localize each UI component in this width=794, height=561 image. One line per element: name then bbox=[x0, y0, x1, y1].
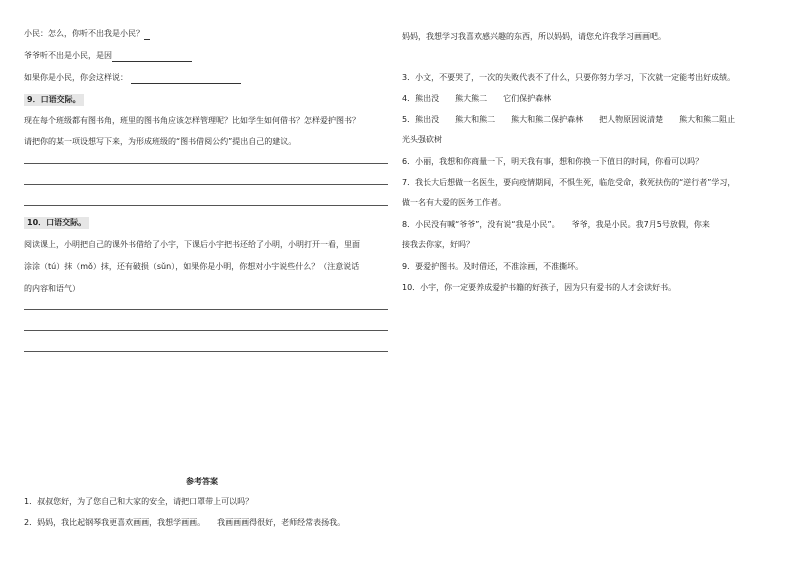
section-10-heading bbox=[24, 217, 89, 229]
writing-line[interactable] bbox=[24, 205, 388, 206]
answer-2: 2．妈妈，我比起钢琴我更喜欢画画，我想学画画。 我画画画得很好，老师经常表扬我。 bbox=[24, 518, 346, 527]
writing-line[interactable] bbox=[24, 330, 388, 331]
writing-line[interactable] bbox=[24, 163, 388, 164]
dialogue-line-3 bbox=[24, 72, 241, 84]
answer-5-line-1: 5．熊出没 熊大和熊二 熊大和熊二保护森林 把人物原因说清楚 熊大和熊二阻止 bbox=[402, 115, 736, 124]
answer-10: 10．小宇，你一定要养成爱护书籍的好孩子，因为只有爱书的人才会读好书。 bbox=[402, 283, 677, 292]
answer-8-line-1: 8．小民没有喊“爷爷”，没有说“我是小民”。 爷爷，我是小民。我7月5号放假，你来 bbox=[402, 220, 710, 229]
answer-7-line-2: 做一名有大爱的医务工作者。 bbox=[402, 198, 506, 207]
answer-3: 3．小文，不要哭了，一次的失败代表不了什么，只要你努力学习，下次就一定能考出好成绩。 bbox=[402, 73, 736, 82]
section-9-text-1: 现在每个班级都有图书角，班里的图书角应该怎样管理呢？比如学生如何借书？怎样爱护图书？ bbox=[24, 116, 360, 125]
answer-1: 1．叔叔您好，为了您自己和大家的安全，请把口罩带上可以吗？ bbox=[24, 497, 254, 506]
dialogue-text-2: 爷爷听不出是小民，是因 bbox=[24, 51, 112, 60]
dialogue-line-2 bbox=[24, 50, 192, 62]
section-10-text-3: 的内容和语气） bbox=[24, 284, 80, 293]
section-10-title: 10．口语交际。 bbox=[24, 217, 89, 229]
answer-8-line-2: 接我去你家，好吗？ bbox=[402, 240, 474, 249]
section-10-text-1: 阅读课上，小明把自己的课外书借给了小宇，下课后小宇把书还给了小明，小明打开一看，里面 bbox=[24, 240, 360, 249]
writing-line[interactable] bbox=[24, 351, 388, 352]
answer-6: 6．小丽，我想和你商量一下，明天我有事，想和你换一下值日的时间，你看可以吗？ bbox=[402, 157, 704, 166]
answer-blank[interactable] bbox=[144, 29, 150, 40]
answer-2-continued: 妈妈，我想学习我喜欢感兴趣的东西，所以妈妈，请您允许我学习画画吧。 bbox=[402, 32, 666, 41]
section-9-text-2: 请把你的某一项设想写下来，为形成班级的“图书借阅公约”提出自己的建议。 bbox=[24, 137, 297, 146]
answer-7-line-1: 7．我长大后想做一名医生，要向疫情期间，不惧生死，临危受命，救死扶伤的“逆行者”学习， bbox=[402, 178, 736, 187]
answer-5-line-2: 光头强砍树 bbox=[402, 135, 442, 144]
answers-title: 参考答案 bbox=[186, 477, 218, 486]
answer-blank[interactable] bbox=[131, 73, 241, 84]
section-10-text-2: 涂涂（tú）抹（mǒ）抹，还有破损（sǔn），如果你是小明，你想对小宇说些什么？（注意说话 bbox=[24, 262, 360, 271]
section-9-heading bbox=[24, 94, 84, 106]
answer-blank[interactable] bbox=[112, 51, 192, 62]
section-9-title: 9．口语交际。 bbox=[24, 94, 84, 106]
writing-line[interactable] bbox=[24, 309, 388, 310]
dialogue-text-1: 小民：怎么，你听不出我是小民？ bbox=[24, 29, 144, 38]
answer-4: 4．熊出没 熊大熊二 它们保护森林 bbox=[402, 94, 552, 103]
answer-9: 9．要爱护图书。及时借还，不准涂画，不准撕坏。 bbox=[402, 262, 584, 271]
writing-line[interactable] bbox=[24, 184, 388, 185]
dialogue-text-3: 如果你是小民，你会这样说： bbox=[24, 73, 128, 82]
dialogue-line-1 bbox=[24, 28, 150, 40]
